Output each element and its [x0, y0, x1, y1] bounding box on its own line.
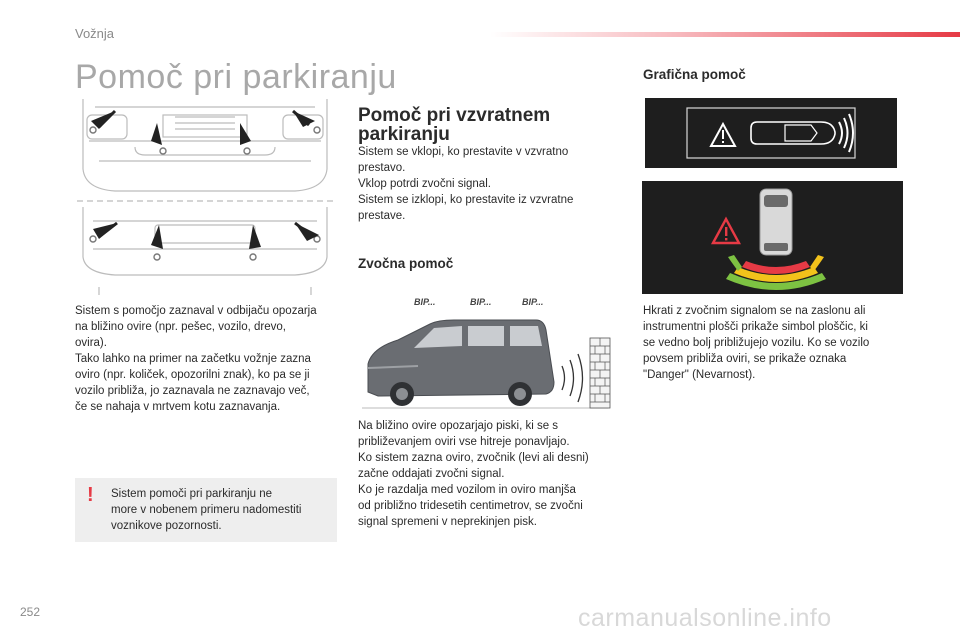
exclamation-icon: ! [87, 484, 94, 506]
dashboard-display [645, 98, 897, 168]
page-number: 252 [20, 605, 41, 619]
left-paragraph: Sistem s pomočjo zaznaval v odbijaču opozarja na bližino ovire (npr. pešec, vozilo, drevo, ovira). Tako lahko na primer na začetku vožnje zazna oviro (npr. količek, opozorilni znak), ko pa se ji vozilo približa, jo zaznavala ne zaznavajo več, če se nahaja v mrtvem kotu zaznavanja. [75, 305, 317, 413]
header-accent-bar [490, 32, 960, 37]
audio-assist-heading: Zvočna pomoč [358, 256, 454, 271]
van-audio-illustration [358, 290, 612, 414]
beep-label: BIP... [470, 297, 492, 307]
reverse-parking-text: Sistem se vklopi, ko prestavite v vzvratno prestavo. Vklop potrdi zvočni signal. Sistem se izklopi, ko prestavite iz vzvratne prestave. [358, 146, 574, 222]
bumper-sensors-illustration [75, 97, 335, 297]
beep-label: BIP... [414, 297, 436, 307]
beep-label: BIP... [522, 297, 544, 307]
visual-assist-heading: Grafična pomoč [643, 67, 746, 82]
watermark: carmanualsonline.info [578, 604, 832, 632]
warning-text: Sistem pomoči pri parkiranju ne more v nobenem primeru nadomestiti voznikove pozornosti. [111, 488, 302, 532]
rear-camera-display [642, 181, 903, 294]
page-title: Pomoč pri parkiranju [75, 58, 397, 96]
audio-assist-text: Na bližino ovire opozarjajo piski, ki se s približevanjem oviri vse hitreje ponavljajo. Ko sistem zazna oviro, zvočnik (levi ali desni) začne oddajati zvočni signal. Ko je razdalja med vozilom in oviro manjša od približno tridesetih centimetrov, se zvočni signal spremeni v neprekinjen pisk. [358, 420, 589, 528]
visual-assist-text: Hkrati z zvočnim signalom se na zaslonu ali instrumentni plošči prikaže simbol ploščic, ki se vedno bolj približujejo vozilu. Ko se vozilo povsem približa oviri, se prikaže oznaka "Danger" (Nevarnost). [643, 305, 870, 381]
reverse-parking-heading: Pomoč pri vzvratnem parkiranju [358, 105, 551, 145]
chapter-label: Vožnja [75, 26, 115, 41]
